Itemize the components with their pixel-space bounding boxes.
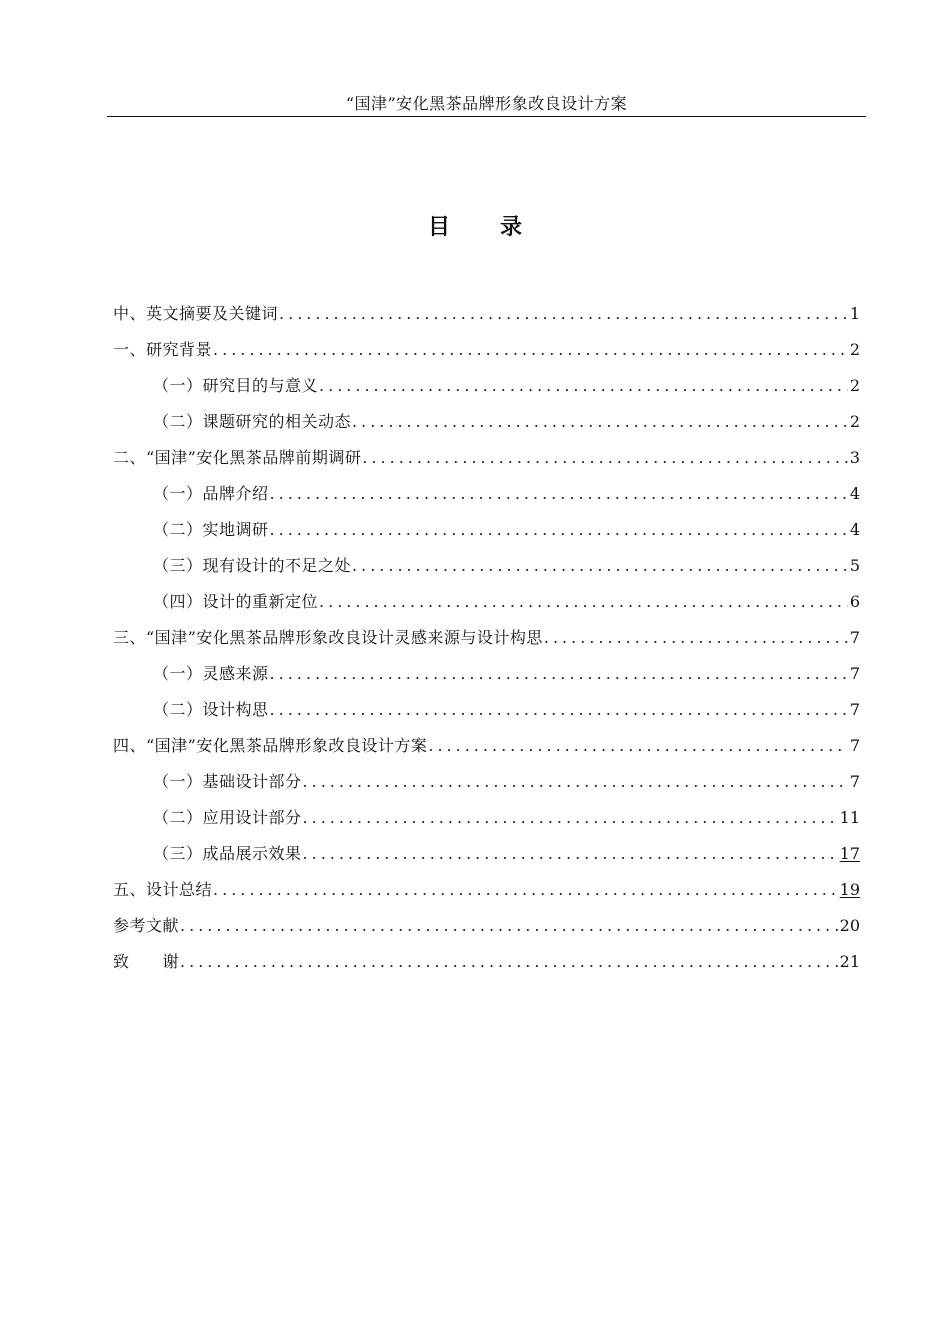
toc-entry[interactable] <box>113 768 860 804</box>
toc-entry-label: （二）课题研究的相关动态 <box>153 412 352 431</box>
toc-entry[interactable] <box>113 408 860 444</box>
toc-entry[interactable] <box>113 444 860 480</box>
toc-leader-dots <box>270 660 848 688</box>
toc-leader-dots <box>352 552 848 580</box>
toc-entry-page-number: 7 <box>849 664 860 683</box>
toc-entry-label: 致 谢 <box>113 952 180 971</box>
toc-leader-dots <box>362 444 847 472</box>
toc-entry-page-number: 2 <box>849 340 860 359</box>
toc-entry[interactable] <box>113 804 860 840</box>
toc-entry-page-number: 7 <box>849 700 860 719</box>
toc-entry[interactable] <box>113 336 860 372</box>
toc-entry-label: 参考文献 <box>113 916 180 935</box>
toc-leader-dots <box>428 732 847 760</box>
toc-leader-dots <box>213 336 848 364</box>
toc-entry[interactable] <box>113 660 860 696</box>
toc-entry[interactable] <box>113 876 860 912</box>
table-of-contents <box>113 300 860 984</box>
toc-entry-label: （一）灵感来源 <box>153 664 269 683</box>
toc-entry-page-number: 4 <box>849 520 860 539</box>
toc-entry[interactable] <box>113 552 860 588</box>
toc-entry-page-number: 2 <box>849 412 860 431</box>
toc-leader-dots <box>352 408 848 436</box>
toc-entry-page-number: 2 <box>849 376 860 395</box>
toc-entry-label: （四）设计的重新定位 <box>153 592 319 611</box>
toc-leader-dots <box>270 516 848 544</box>
toc-entry[interactable] <box>113 480 860 516</box>
toc-leader-dots <box>270 696 848 724</box>
toc-entry-label: （一）基础设计部分 <box>153 772 302 791</box>
toc-leader-dots <box>279 300 848 328</box>
toc-entry-label: 五、设计总结 <box>113 880 213 899</box>
toc-leader-dots <box>180 948 838 976</box>
toc-entry-page-number: 5 <box>849 556 860 575</box>
toc-entry-page-number: 21 <box>839 952 860 971</box>
toc-leader-dots <box>544 624 848 652</box>
toc-entry-page-number: 17 <box>839 844 860 863</box>
toc-entry[interactable] <box>113 840 860 876</box>
toc-entry[interactable] <box>113 912 860 948</box>
toc-entry-page-number: 19 <box>839 880 860 899</box>
toc-leader-dots <box>213 876 838 904</box>
toc-entry[interactable] <box>113 696 860 732</box>
toc-entry[interactable] <box>113 624 860 660</box>
toc-leader-dots <box>270 480 848 508</box>
toc-entry-label: （二）设计构思 <box>153 700 269 719</box>
toc-entry[interactable] <box>113 372 860 408</box>
toc-entry-page-number: 1 <box>849 304 860 323</box>
toc-entry-page-number: 11 <box>839 808 860 827</box>
toc-entry-label: （三）现有设计的不足之处 <box>153 556 352 575</box>
toc-entry-label: （二）实地调研 <box>153 520 269 539</box>
toc-entry-label: （一）品牌介绍 <box>153 484 269 503</box>
toc-entry[interactable] <box>113 588 860 624</box>
toc-leader-dots <box>180 912 838 940</box>
toc-leader-dots <box>303 768 848 796</box>
toc-entry[interactable] <box>113 948 860 984</box>
toc-leader-dots <box>319 588 848 616</box>
toc-entry-page-number: 4 <box>849 484 860 503</box>
toc-entry-label: 二、“国津”安化黑茶品牌前期调研 <box>113 448 362 467</box>
toc-entry-label: （三）成品展示效果 <box>153 844 302 863</box>
header-rule <box>107 116 866 117</box>
toc-entry[interactable] <box>113 300 860 336</box>
toc-entry-page-number: 6 <box>849 592 860 611</box>
toc-entry-label: 中、英文摘要及关键词 <box>113 304 279 323</box>
toc-entry-page-number: 7 <box>849 736 860 755</box>
toc-entry-page-number: 7 <box>849 628 860 647</box>
toc-entry-page-number: 20 <box>839 916 860 935</box>
toc-entry-page-number: 7 <box>849 772 860 791</box>
toc-entry-page-number: 3 <box>849 448 860 467</box>
toc-leader-dots <box>303 840 838 868</box>
toc-title: 目录 <box>427 214 572 240</box>
toc-entry-label: （二）应用设计部分 <box>153 808 302 827</box>
toc-leader-dots <box>319 372 848 400</box>
toc-leader-dots <box>303 804 838 832</box>
toc-entry[interactable] <box>113 732 860 768</box>
toc-entry-label: （一）研究目的与意义 <box>153 376 319 395</box>
running-header: “国津”安化黑茶品牌形象改良设计方案 <box>345 94 628 113</box>
toc-entry-label: 四、“国津”安化黑茶品牌形象改良设计方案 <box>113 736 428 755</box>
toc-entry-label: 一、研究背景 <box>113 340 213 359</box>
toc-entry-label: 三、“国津”安化黑茶品牌形象改良设计灵感来源与设计构思 <box>113 628 543 647</box>
toc-entry[interactable] <box>113 516 860 552</box>
